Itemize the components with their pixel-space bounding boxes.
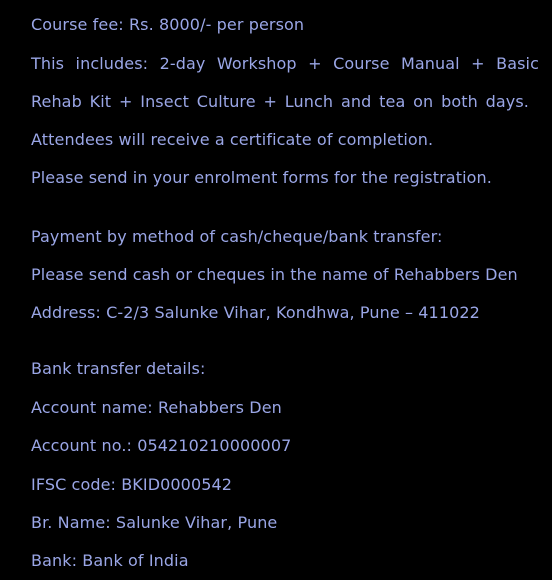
includes-text-line-2: Rehab Kit + Insect Culture + Lunch and tea on both days. [31,92,529,111]
address-text: Address: C-2/3 Salunke Vihar, Kondhwa, Pune – 411022 [31,303,480,322]
bank-transfer-heading: Bank transfer details: [31,359,206,378]
cheques-text: Please send cash or cheques in the name of Rehabbers Den [31,265,518,284]
certificate-text: Attendees will receive a certificate of completion. [31,130,434,149]
enrolment-text: Please send in your enrolment forms for the registration. [31,168,492,187]
account-name-text: Account name: Rehabbers Den [31,398,282,417]
branch-name-text: Br. Name: Salunke Vihar, Pune [31,513,278,532]
course-fee-text: Course fee: Rs. 8000/- per person [31,15,305,34]
bank-name-text: Bank: Bank of India [31,551,189,570]
includes-text-line-1: This includes: 2-day Workshop + Course Manual + Basic [31,54,539,73]
account-number-text: Account no.: 054210210000007 [31,436,292,455]
ifsc-code-text: IFSC code: BKID0000542 [31,475,233,494]
payment-method-text: Payment by method of cash/cheque/bank transfer: [31,227,443,246]
